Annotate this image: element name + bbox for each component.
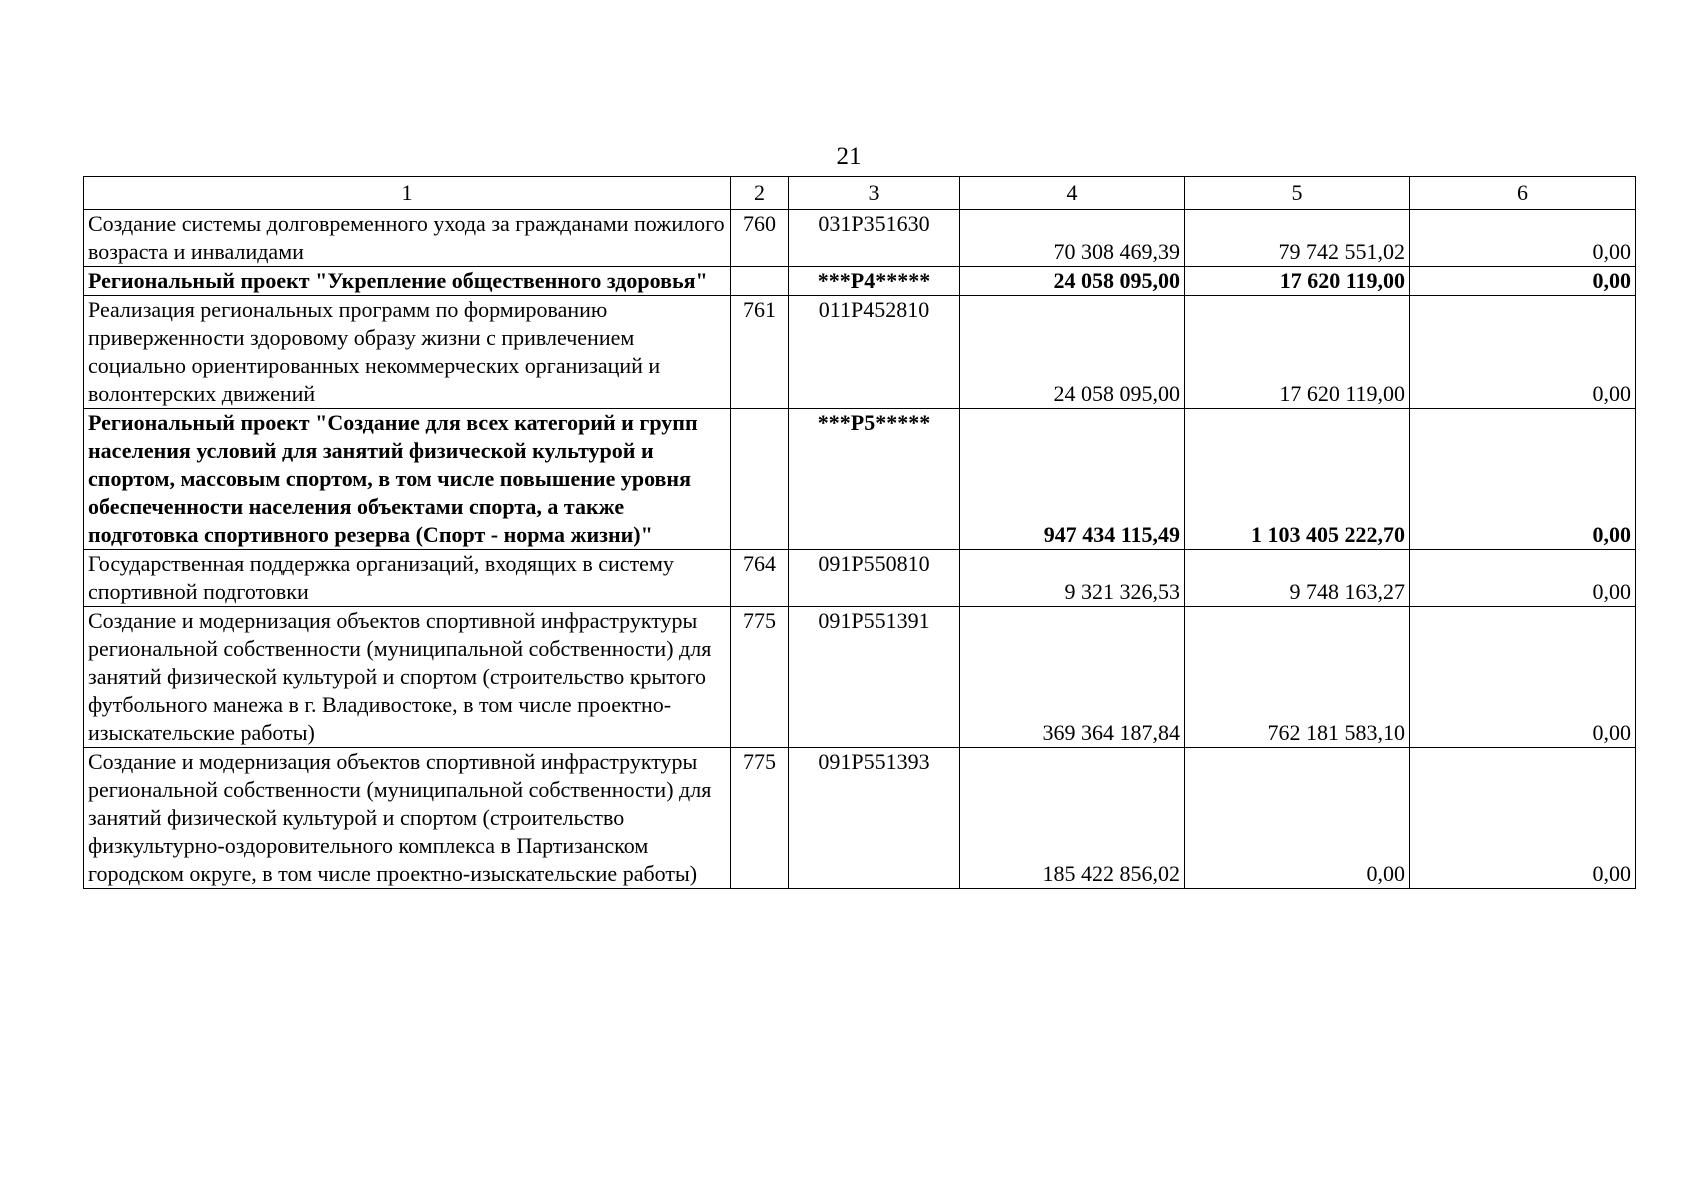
- row-value-col5: 1 103 405 222,70: [1185, 409, 1410, 550]
- row-target-code: 091P551391: [789, 607, 960, 748]
- row-value-col5: 9 748 163,27: [1185, 550, 1410, 607]
- row-name: Государственная поддержка организаций, входящих в систему спортивной подготовки: [84, 550, 731, 607]
- row-value-col5: 17 620 119,00: [1185, 267, 1410, 296]
- row-admin-code: 764: [731, 550, 789, 607]
- row-value-col4: 70 308 469,39: [960, 210, 1185, 267]
- row-value-col4: 185 422 856,02: [960, 748, 1185, 889]
- row-value-col6: 0,00: [1410, 296, 1636, 409]
- row-target-code: 091P551393: [789, 748, 960, 889]
- row-value-col4: 369 364 187,84: [960, 607, 1185, 748]
- row-value-col6: 0,00: [1410, 267, 1636, 296]
- row-value-col6: 0,00: [1410, 210, 1636, 267]
- page-number: 21: [836, 143, 862, 170]
- row-name: Создание и модернизация объектов спортивной инфраструктуры региональной собственности (муниципальной собственности) для занятий физической культурой и спортом (строительство крытого футбольного манежа в г. Владивостоке, в том числе проектно-изыскательские работы): [84, 607, 731, 748]
- row-value-col5: 0,00: [1185, 748, 1410, 889]
- table-row: [84, 550, 1636, 607]
- row-target-code: ***P4*****: [789, 267, 960, 296]
- table-row: [84, 210, 1636, 267]
- row-value-col4: 24 058 095,00: [960, 267, 1185, 296]
- row-name: Региональный проект "Создание для всех категорий и групп населения условий для занятий физической культурой и спортом, массовым спортом, в том числе повышение уровня обеспеченности населения объектами спорта, а также подготовка спортивного резерва (Спорт - норма жизни)": [84, 409, 731, 550]
- row-value-col4: 9 321 326,53: [960, 550, 1185, 607]
- row-value-col6: 0,00: [1410, 409, 1636, 550]
- row-admin-code: 775: [731, 748, 789, 889]
- row-value-col6: 0,00: [1410, 607, 1636, 748]
- table-row-project: [84, 267, 1636, 296]
- row-value-col4: 947 434 115,49: [960, 409, 1185, 550]
- header-col-2: 2: [731, 177, 789, 210]
- header-col-3: 3: [789, 177, 960, 210]
- table-row: [84, 296, 1636, 409]
- budget-table: [83, 176, 1636, 889]
- row-value-col6: 0,00: [1410, 748, 1636, 889]
- table-row: [84, 748, 1636, 889]
- table-row-project: [84, 409, 1636, 550]
- row-name: Региональный проект "Укрепление общественного здоровья": [84, 267, 731, 296]
- row-name: Создание системы долговременного ухода за гражданами пожилого возраста и инвалидами: [84, 210, 731, 267]
- header-col-4: 4: [960, 177, 1185, 210]
- row-name: Реализация региональных программ по формированию приверженности здоровому образу жизни с привлечением социально ориентированных некоммерческих организаций и волонтерских движений: [84, 296, 731, 409]
- header-col-5: 5: [1185, 177, 1410, 210]
- row-admin-code: 775: [731, 607, 789, 748]
- header-col-6: 6: [1410, 177, 1636, 210]
- row-value-col5: 762 181 583,10: [1185, 607, 1410, 748]
- row-admin-code: 761: [731, 296, 789, 409]
- row-target-code: 031P351630: [789, 210, 960, 267]
- header-col-1: 1: [84, 177, 731, 210]
- row-target-code: 091P550810: [789, 550, 960, 607]
- row-target-code: 011P452810: [789, 296, 960, 409]
- row-admin-code: [731, 409, 789, 550]
- row-admin-code: 760: [731, 210, 789, 267]
- row-admin-code: [731, 267, 789, 296]
- row-value-col6: 0,00: [1410, 550, 1636, 607]
- row-value-col5: 79 742 551,02: [1185, 210, 1410, 267]
- row-value-col5: 17 620 119,00: [1185, 296, 1410, 409]
- row-target-code: ***P5*****: [789, 409, 960, 550]
- row-name: Создание и модернизация объектов спортивной инфраструктуры региональной собственности (муниципальной собственности) для занятий физической культурой и спортом (строительство физкультурно-оздоровительного комплекса в Партизанском городском округе, в том числе проектно-изыскательские работы): [84, 748, 731, 889]
- table-header-row: [84, 177, 1636, 210]
- table-row: [84, 607, 1636, 748]
- row-value-col4: 24 058 095,00: [960, 296, 1185, 409]
